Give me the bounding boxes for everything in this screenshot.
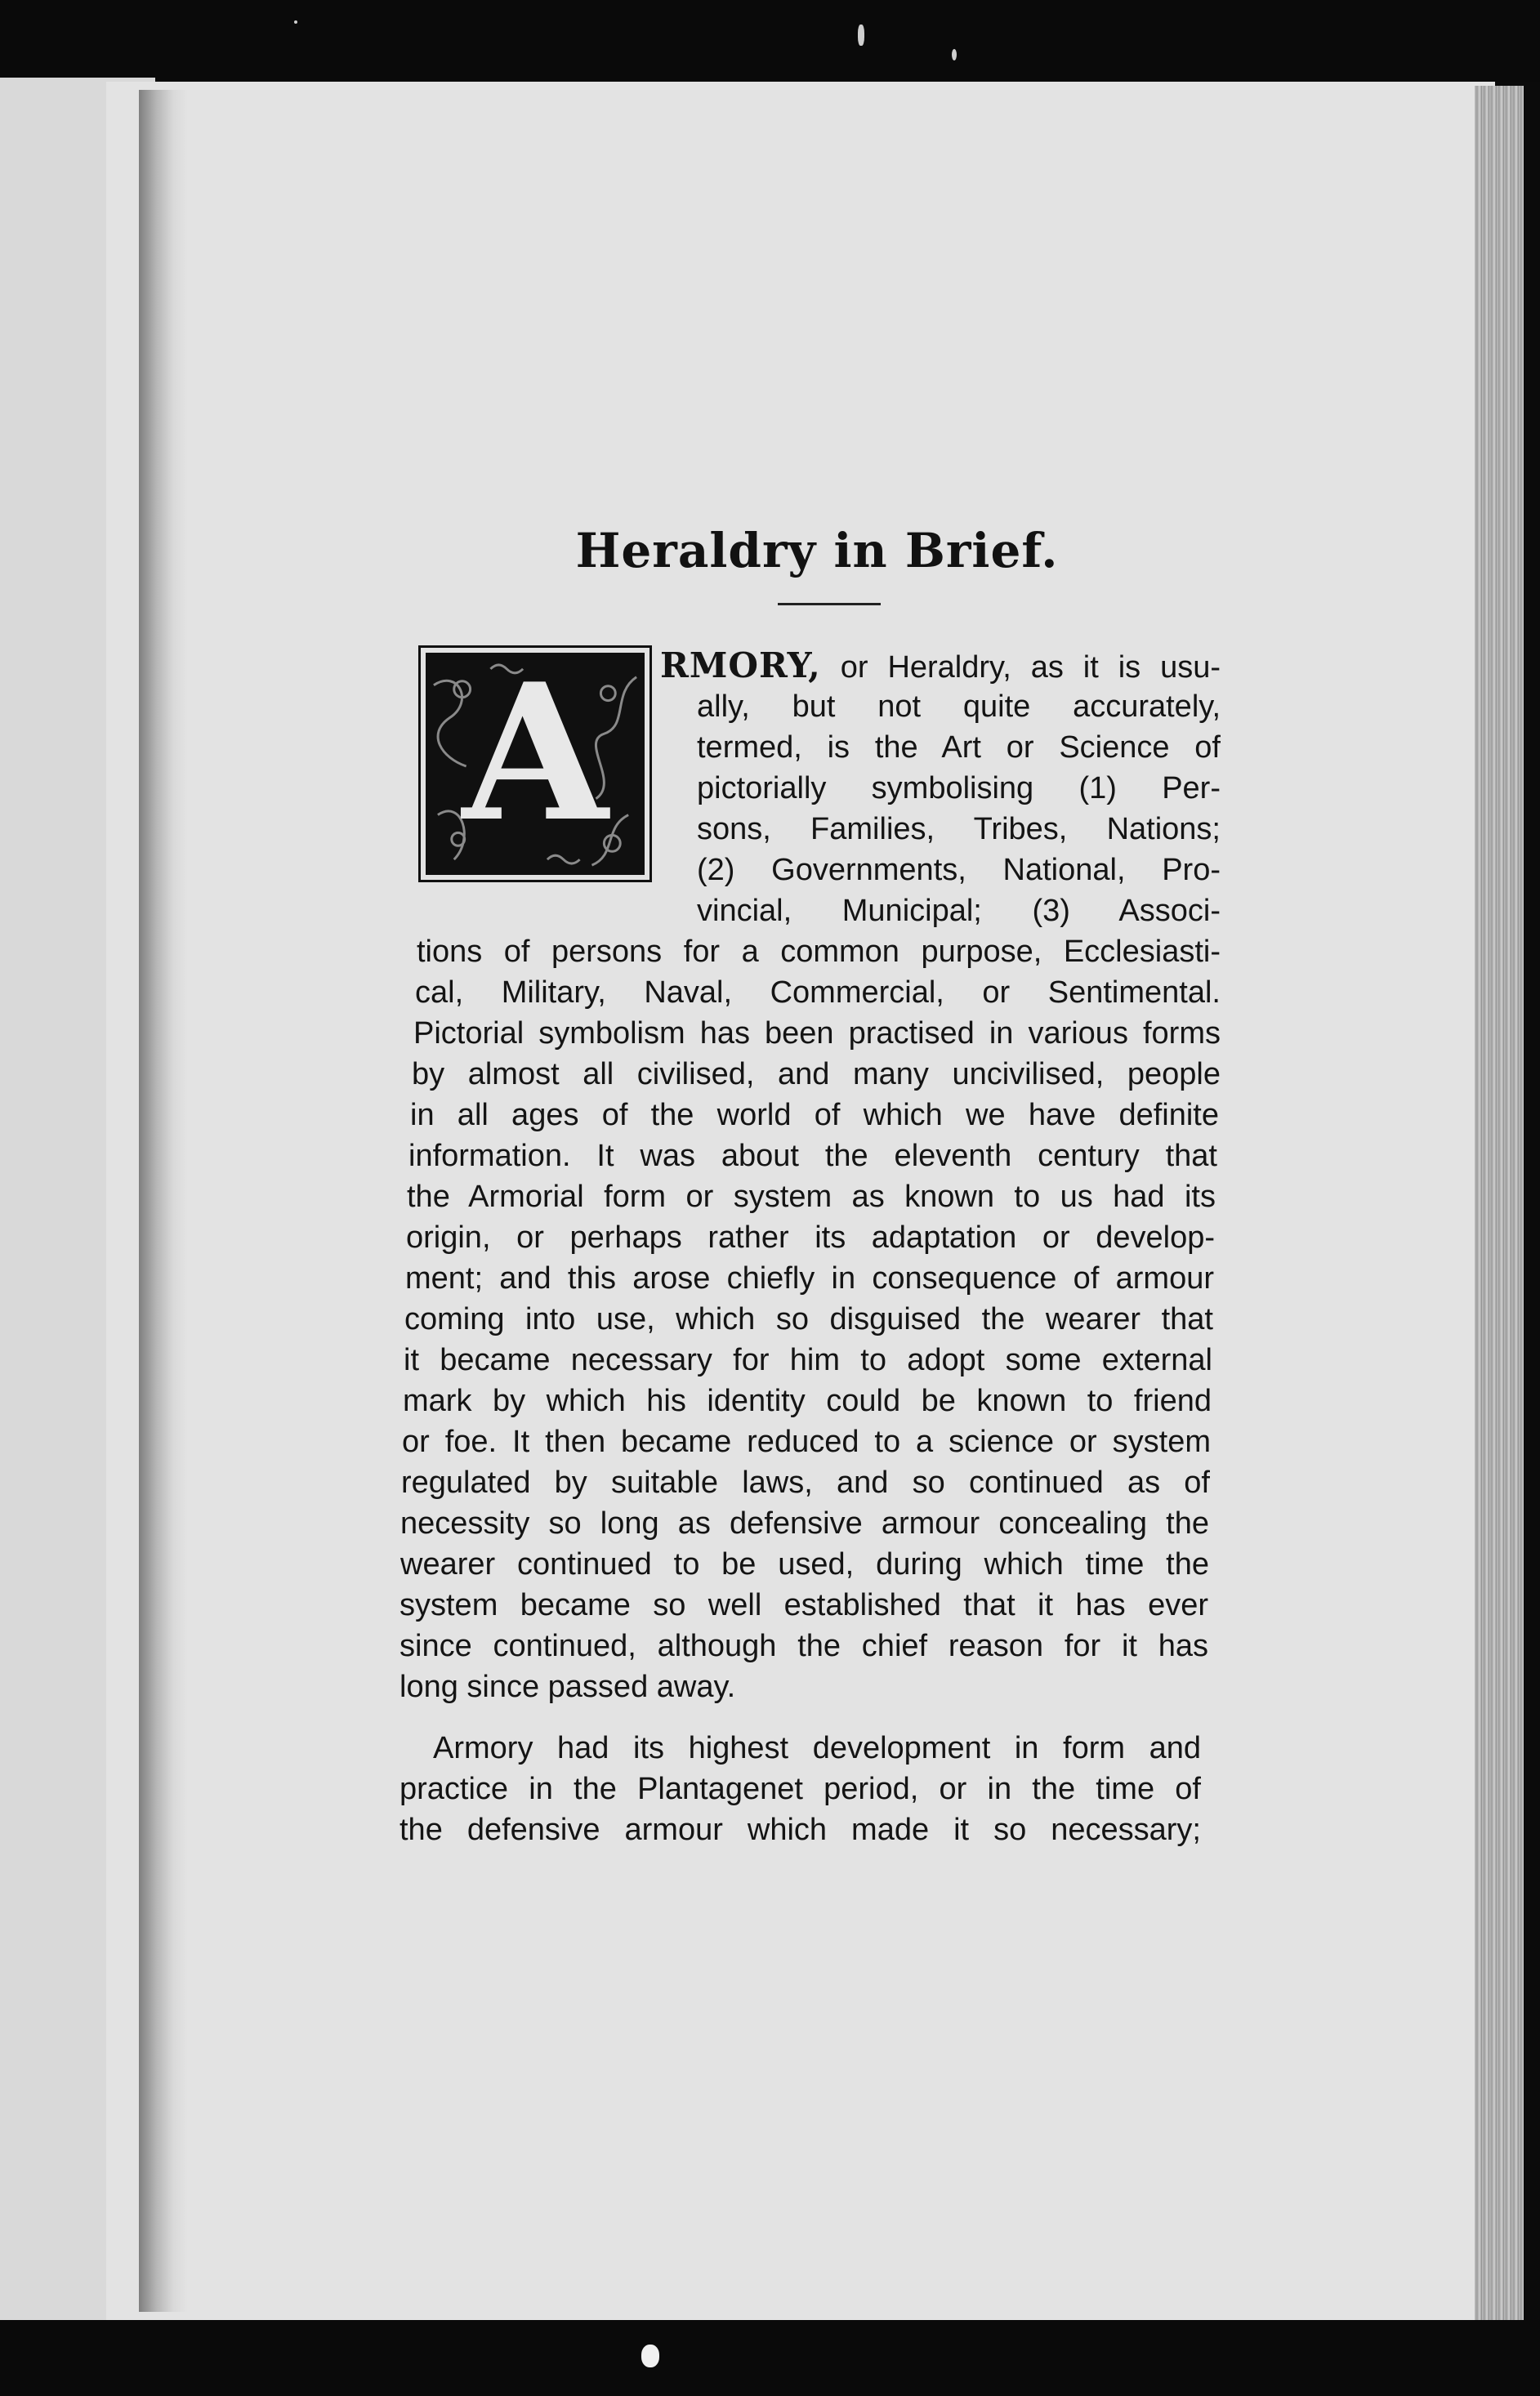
text-line: the Armorial form or system as known to us had its — [407, 1180, 1216, 1214]
text-line: in all ages of the world of which we have definite — [410, 1098, 1219, 1132]
scan-bottom-border — [0, 2320, 1540, 2396]
text-line: pictorially symbolising (1) Per- — [697, 771, 1221, 805]
scan-speck — [294, 20, 297, 24]
text-line: termed, is the Art or Science of — [697, 730, 1221, 765]
text-line: Armory had its highest development in form and — [433, 1731, 1201, 1765]
dropcap-letter: A — [462, 653, 609, 863]
text-line: information. It was about the eleventh century that — [408, 1139, 1217, 1173]
text-line: ally, but not quite accurately, — [697, 689, 1221, 724]
text-line: Pictorial symbolism has been practised in various forms — [413, 1016, 1221, 1051]
text-line: regulated by suitable laws, and so continued as of — [401, 1466, 1210, 1500]
text-line: system became so well established that it has ever — [400, 1588, 1208, 1622]
text-line: sons, Families, Tribes, Nations; — [697, 812, 1221, 846]
text-line: long since passed away. — [400, 1670, 736, 1704]
lead-word: RMORY, — [660, 645, 821, 685]
text-line: the defensive armour which made it so necessary; — [400, 1813, 1201, 1847]
text-line: necessity so long as defensive armour concealing the — [400, 1506, 1209, 1541]
ornamental-initial — [418, 645, 652, 882]
text-line: (2) Governments, National, Pro- — [697, 853, 1221, 887]
text-line: cal, Military, Naval, Commercial, or Sentimental. — [415, 975, 1221, 1010]
page-gutter-shadow — [139, 90, 188, 2312]
text-line-content: or Heraldry, as it is usu- — [820, 650, 1221, 685]
text-line: wearer continued to be used, during which time the — [400, 1547, 1209, 1582]
text-line: by almost all civilised, and many uncivilised, people — [412, 1057, 1221, 1091]
text-line: it became necessary for him to adopt some external — [404, 1343, 1212, 1377]
text-line: mark by which his identity could be known to friend — [403, 1384, 1212, 1418]
text-line: tions of persons for a common purpose, Ecclesiasti- — [417, 935, 1221, 969]
text-line: or foe. It then became reduced to a science or system — [402, 1425, 1211, 1459]
title-underline — [778, 603, 881, 605]
page-title: Heraldry in Brief. — [575, 523, 1059, 578]
scan-speck — [858, 25, 864, 46]
text-line: origin, or perhaps rather its adaptation or develop- — [406, 1220, 1215, 1255]
ornament-background — [426, 653, 645, 875]
page-fore-edge — [1475, 86, 1524, 2320]
scan-top-border — [0, 0, 1540, 82]
text-line: practice in the Plantagenet period, or in the time of — [400, 1772, 1201, 1806]
text-line: coming into use, which so disguised the wearer that — [404, 1302, 1213, 1336]
text-line: ment; and this arose chiefly in consequence of armour — [405, 1261, 1214, 1296]
scan-speck — [952, 49, 957, 60]
scan-speck — [641, 2345, 659, 2367]
text-line: vincial, Municipal; (3) Associ- — [697, 894, 1221, 928]
text-line: since continued, although the chief reason for it has — [400, 1629, 1208, 1663]
text-line — [660, 645, 1221, 688]
